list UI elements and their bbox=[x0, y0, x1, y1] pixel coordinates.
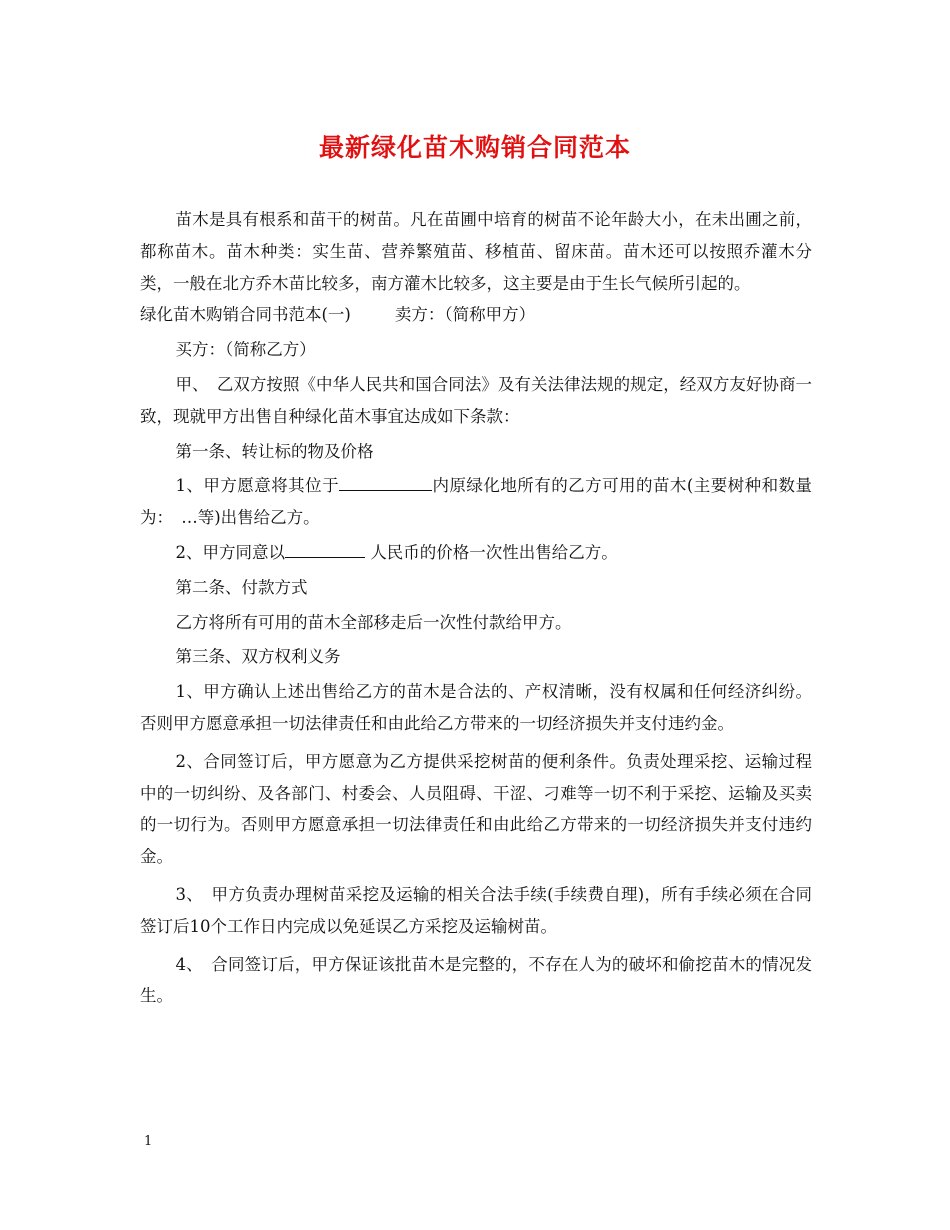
buyer-line: 买方：（简称乙方） bbox=[175, 340, 316, 360]
article-3-item-3: 3、 甲方负责办理树苗采挖及运输的相关合法手续(手续费自理)，所有手续必须在合同签订后10个工作日内完成以免延误乙方采挖及运输树苗。 bbox=[140, 884, 812, 936]
article-3-item-2: 2、合同签订后，甲方愿意为乙方提供采挖树苗的便利条件。负责处理采挖、运输过程中的一切纠纷、及各部门、村委会、人员阻碍、干涩、刁难等一切不利于采挖、运输及买卖的一切行为。否则甲方愿意承担一切法律责任和由此给乙方带来的一切经济损失并支付违约金。 bbox=[140, 751, 812, 867]
article-3-item-1: 1、甲方确认上述出售给乙方的苗木是合法的、产权清晰，没有权属和任何经济纠纷。否则甲方愿意承担一切法律责任和由此给乙方带来的一切经济损失并支付违约金。 bbox=[140, 682, 812, 733]
article-1-item-2-before: 2、甲方同意以 bbox=[175, 542, 285, 562]
heading-spacer bbox=[351, 299, 395, 331]
agreement-paragraph: 甲、 乙双方按照《中华人民共和国合同法》及有关法律法规的规定，经双方友好协商一致，现就甲方出售自种绿化苗木事宜达成如下条款： bbox=[140, 374, 812, 426]
intro-paragraph: 苗木是具有根系和苗干的树苗。凡在苗圃中培育的树苗不论年龄大小，在未出圃之前，都称苗木。苗木种类：实生苗、营养繁殖苗、移植苗、留床苗。苗木还可以按照乔灌木分类，一般在北方乔木苗比较多，南方灌木比较多，这主要是由于生长气候所引起的。 bbox=[140, 210, 812, 293]
article-1-item-2-after: 人民币的价格一次性出售给乙方。 bbox=[364, 542, 618, 562]
article-3-item-4: 4、 合同签订后，甲方保证该批苗木是完整的，不存在人为的破坏和偷挖苗木的情况发生。 bbox=[140, 954, 812, 1006]
document-title: 最新绿化苗木购销合同范本 bbox=[318, 133, 631, 162]
seller-label: 卖方：（简称甲方） bbox=[394, 305, 536, 325]
contract-heading-title: 绿化苗木购销合同书范本(一) bbox=[140, 305, 351, 325]
article-2-text: 乙方将所有可用的苗木全部移走后一次性付款给甲方。 bbox=[175, 612, 572, 632]
contract-heading-line bbox=[140, 299, 812, 331]
article-1-item-1 bbox=[140, 470, 812, 534]
article-3-title: 第三条、双方权利义务 bbox=[175, 647, 341, 667]
page-number: 1 bbox=[144, 1134, 153, 1149]
article-1-title: 第一条、转让标的物及价格 bbox=[175, 441, 374, 461]
article-2-title: 第二条、付款方式 bbox=[175, 577, 308, 597]
article-1-item-1-after: 内原绿化地所有的乙方可用的苗木(主要树种和数量为： …等)出售给乙方。 bbox=[140, 476, 813, 528]
article-1-item-1-before: 1、甲方愿意将其位于 bbox=[175, 476, 340, 496]
document-body bbox=[140, 204, 812, 1012]
article-1-item-2 bbox=[140, 537, 812, 569]
price-blank[interactable] bbox=[285, 539, 365, 558]
location-blank[interactable] bbox=[339, 472, 432, 491]
